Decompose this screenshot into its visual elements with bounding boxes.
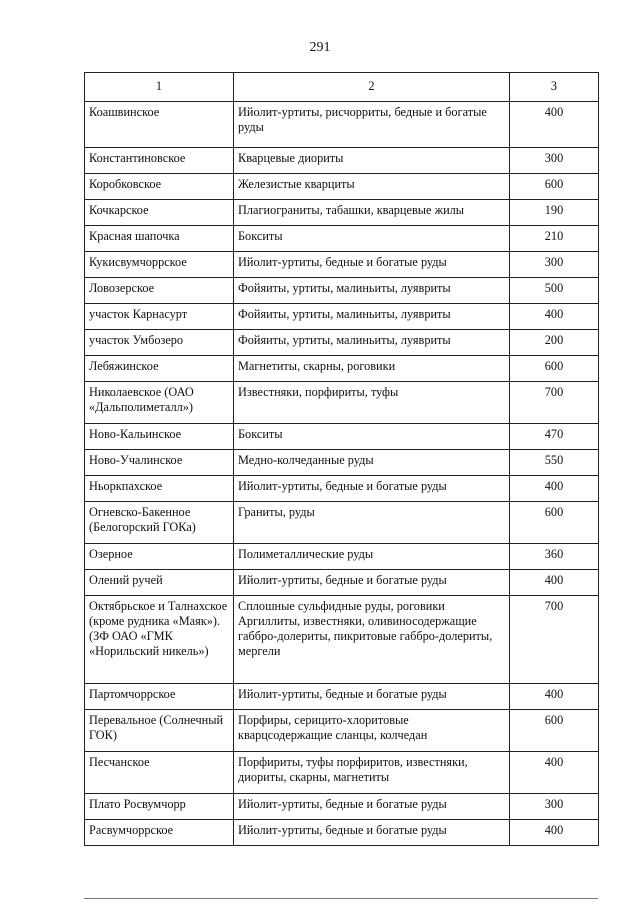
rock-description-cell: Плагиограниты, табашки, кварцевые жилы bbox=[234, 200, 510, 226]
value-cell: 400 bbox=[510, 820, 599, 846]
value-cell: 400 bbox=[510, 752, 599, 794]
table-row bbox=[85, 382, 599, 424]
deposits-table bbox=[84, 72, 599, 846]
rock-description-cell: Полиметаллические руды bbox=[234, 544, 510, 570]
deposit-name-cell: Олений ручей bbox=[85, 570, 234, 596]
value-cell: 300 bbox=[510, 252, 599, 278]
value-cell: 210 bbox=[510, 226, 599, 252]
table-row bbox=[85, 450, 599, 476]
deposit-name-cell: Плато Росвумчорр bbox=[85, 794, 234, 820]
rock-description-cell: Железистые кварциты bbox=[234, 174, 510, 200]
value-cell: 400 bbox=[510, 102, 599, 148]
table-row bbox=[85, 544, 599, 570]
table-row bbox=[85, 252, 599, 278]
rock-description-cell: Известняки, порфириты, туфы bbox=[234, 382, 510, 424]
table-row bbox=[85, 476, 599, 502]
rock-description-cell: Кварцевые диориты bbox=[234, 148, 510, 174]
rock-description-cell: Фойяиты, уртиты, малиньиты, луявриты bbox=[234, 278, 510, 304]
table-row bbox=[85, 200, 599, 226]
deposit-name-cell: Николаевское (ОАО «Дальполиметалл») bbox=[85, 382, 234, 424]
deposit-name-cell: Партомчоррское bbox=[85, 684, 234, 710]
rock-description-cell: Сплошные сульфидные руды, роговики Аргиллиты, известняки, оливиносодержащие габбро-долериты, пикритовые габбро-долериты, мергели bbox=[234, 596, 510, 684]
deposit-name-cell: Ново-Кальинское bbox=[85, 424, 234, 450]
rock-description-cell: Бокситы bbox=[234, 424, 510, 450]
value-cell: 190 bbox=[510, 200, 599, 226]
rock-description-cell: Ийолит-уртиты, бедные и богатые руды bbox=[234, 794, 510, 820]
rock-description-cell: Граниты, руды bbox=[234, 502, 510, 544]
column-header: 3 bbox=[510, 73, 599, 102]
rock-description-cell: Ийолит-уртиты, бедные и богатые руды bbox=[234, 476, 510, 502]
value-cell: 400 bbox=[510, 570, 599, 596]
column-header: 2 bbox=[234, 73, 510, 102]
column-header: 1 bbox=[85, 73, 234, 102]
value-cell: 700 bbox=[510, 596, 599, 684]
table-row bbox=[85, 102, 599, 148]
table-row bbox=[85, 502, 599, 544]
value-cell: 700 bbox=[510, 382, 599, 424]
value-cell: 470 bbox=[510, 424, 599, 450]
table-row bbox=[85, 820, 599, 846]
table-row bbox=[85, 278, 599, 304]
table-row bbox=[85, 174, 599, 200]
page-number: 291 bbox=[309, 40, 331, 55]
value-cell: 500 bbox=[510, 278, 599, 304]
rock-description-cell: Медно-колчеданные руды bbox=[234, 450, 510, 476]
table-row bbox=[85, 794, 599, 820]
deposit-name-cell: Ньоркпахское bbox=[85, 476, 234, 502]
table-row bbox=[85, 570, 599, 596]
table-row bbox=[85, 596, 599, 684]
table-row bbox=[85, 710, 599, 752]
rock-description-cell: Фойяиты, уртиты, малиньиты, луявриты bbox=[234, 304, 510, 330]
value-cell: 400 bbox=[510, 476, 599, 502]
table-row bbox=[85, 356, 599, 382]
table-header-row bbox=[85, 73, 599, 102]
value-cell: 400 bbox=[510, 684, 599, 710]
deposit-name-cell: Ловозерское bbox=[85, 278, 234, 304]
rock-description-cell: Бокситы bbox=[234, 226, 510, 252]
value-cell: 550 bbox=[510, 450, 599, 476]
value-cell: 300 bbox=[510, 794, 599, 820]
rock-description-cell: Магнетиты, скарны, роговики bbox=[234, 356, 510, 382]
deposit-name-cell: Расвумчоррское bbox=[85, 820, 234, 846]
deposit-name-cell: Красная шапочка bbox=[85, 226, 234, 252]
table-row bbox=[85, 684, 599, 710]
rock-description-cell: Ийолит-уртиты, бедные и богатые руды bbox=[234, 252, 510, 278]
rock-description-cell: Ийолит-уртиты, бедные и богатые руды bbox=[234, 570, 510, 596]
rock-description-cell: Ийолит-уртиты, бедные и богатые руды bbox=[234, 684, 510, 710]
rock-description-cell: Порфириты, туфы порфиритов, известняки, диориты, скарны, магнетиты bbox=[234, 752, 510, 794]
deposit-name-cell: Ново-Учалинское bbox=[85, 450, 234, 476]
rock-description-cell: Ийолит-уртиты, рисчорриты, бедные и богатые руды bbox=[234, 102, 510, 148]
value-cell: 300 bbox=[510, 148, 599, 174]
table-row bbox=[85, 424, 599, 450]
value-cell: 200 bbox=[510, 330, 599, 356]
value-cell: 600 bbox=[510, 710, 599, 752]
rock-description-cell: Фойяиты, уртиты, малиньиты, луявриты bbox=[234, 330, 510, 356]
rock-description-cell: Ийолит-уртиты, бедные и богатые руды bbox=[234, 820, 510, 846]
table-row bbox=[85, 304, 599, 330]
table-row bbox=[85, 226, 599, 252]
deposit-name-cell: Огневско-Бакенное (Белогорский ГОКа) bbox=[85, 502, 234, 544]
deposit-name-cell: Озерное bbox=[85, 544, 234, 570]
value-cell: 600 bbox=[510, 174, 599, 200]
table-row bbox=[85, 330, 599, 356]
table-row bbox=[85, 752, 599, 794]
deposit-name-cell: участок Умбозеро bbox=[85, 330, 234, 356]
deposit-name-cell: Константиновское bbox=[85, 148, 234, 174]
deposit-name-cell: Лебяжинское bbox=[85, 356, 234, 382]
deposit-name-cell: участок Карнасурт bbox=[85, 304, 234, 330]
table-row bbox=[85, 148, 599, 174]
deposit-name-cell: Кочкарское bbox=[85, 200, 234, 226]
value-cell: 600 bbox=[510, 356, 599, 382]
deposit-name-cell: Коашвинское bbox=[85, 102, 234, 148]
value-cell: 400 bbox=[510, 304, 599, 330]
deposit-name-cell: Песчанское bbox=[85, 752, 234, 794]
rock-description-cell: Порфиры, серицито-хлоритовые кварцсодержащие сланцы, колчедан bbox=[234, 710, 510, 752]
value-cell: 600 bbox=[510, 502, 599, 544]
deposit-name-cell: Коробковское bbox=[85, 174, 234, 200]
deposit-name-cell: Перевальное (Солнечный ГОК) bbox=[85, 710, 234, 752]
page-bottom-rule bbox=[84, 898, 598, 899]
value-cell: 360 bbox=[510, 544, 599, 570]
deposit-name-cell: Кукисвумчоррское bbox=[85, 252, 234, 278]
deposit-name-cell: Октябрьское и Талнахское (кроме рудника «Маяк»). (ЗФ ОАО «ГМК «Норильский никель») bbox=[85, 596, 234, 684]
